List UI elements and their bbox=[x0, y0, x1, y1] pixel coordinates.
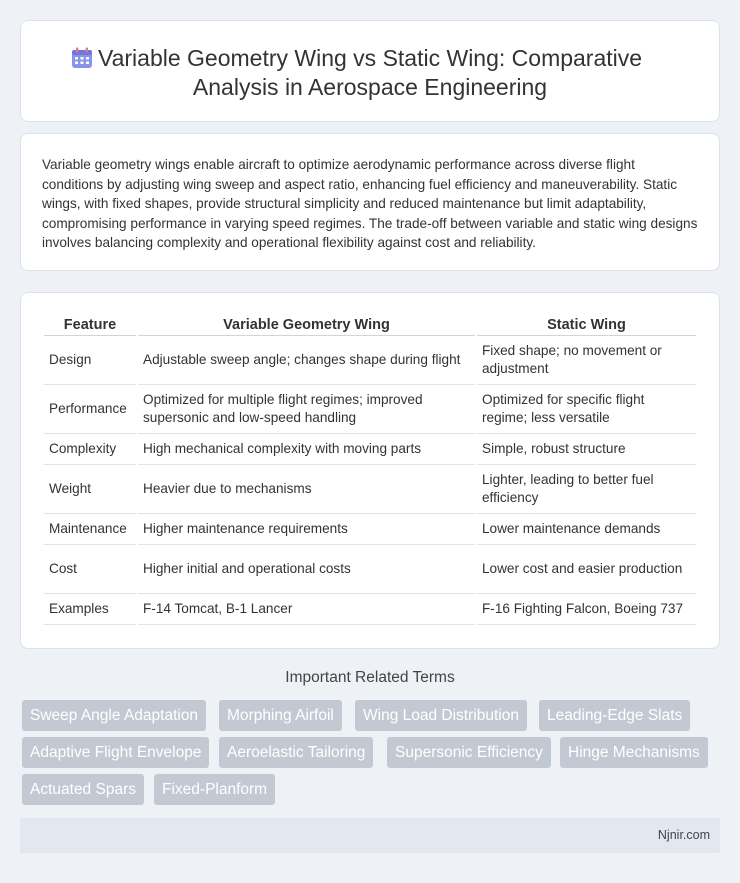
variable-cell: Higher maintenance requirements bbox=[138, 514, 475, 545]
footer-brand[interactable]: Njnir.com bbox=[657, 828, 710, 842]
related-term-tag[interactable]: Fixed-Planform bbox=[154, 774, 275, 805]
static-cell: Lower cost and easier production bbox=[477, 545, 696, 594]
header-static-wing: Static Wing bbox=[477, 314, 696, 336]
footer-bar bbox=[20, 818, 720, 853]
related-term-tag[interactable]: Adaptive Flight Envelope bbox=[22, 737, 209, 768]
feature-cell: Maintenance bbox=[44, 514, 136, 545]
variable-cell: F-14 Tomcat, B-1 Lancer bbox=[138, 594, 475, 625]
comparison-table-card bbox=[20, 292, 720, 649]
related-term-tag[interactable]: Aeroelastic Tailoring bbox=[219, 737, 373, 768]
table-row bbox=[44, 514, 696, 545]
header-variable-geometry: Variable Geometry Wing bbox=[138, 314, 475, 336]
table-row bbox=[44, 594, 696, 625]
related-term-tag[interactable]: Actuated Spars bbox=[22, 774, 144, 805]
table-row bbox=[44, 545, 696, 594]
table-row bbox=[44, 385, 696, 434]
static-cell: F-16 Fighting Falcon, Boeing 737 bbox=[477, 594, 696, 625]
static-cell: Lighter, leading to better fuel efficiency bbox=[477, 465, 696, 514]
feature-cell: Performance bbox=[44, 385, 136, 434]
related-term-tag[interactable]: Leading-Edge Slats bbox=[539, 700, 690, 731]
feature-cell: Complexity bbox=[44, 434, 136, 465]
table-row bbox=[44, 336, 696, 385]
variable-cell: Adjustable sweep angle; changes shape during flight bbox=[138, 336, 475, 385]
static-cell: Optimized for specific flight regime; less versatile bbox=[477, 385, 696, 434]
variable-cell: Optimized for multiple flight regimes; improved supersonic and low-speed handling bbox=[138, 385, 475, 434]
table-header-row bbox=[44, 314, 696, 336]
static-cell: Fixed shape; no movement or adjustment bbox=[477, 336, 696, 385]
related-term-tag[interactable]: Sweep Angle Adaptation bbox=[22, 700, 206, 731]
header-feature: Feature bbox=[44, 314, 136, 336]
feature-cell: Weight bbox=[44, 465, 136, 514]
feature-cell: Cost bbox=[44, 545, 136, 594]
title-card bbox=[20, 20, 720, 122]
related-term-tag[interactable]: Hinge Mechanisms bbox=[560, 737, 708, 768]
related-term-tag[interactable]: Wing Load Distribution bbox=[355, 700, 527, 731]
summary-text: Variable geometry wings enable aircraft to optimize aerodynamic performance across diverse flight conditions by adjusting wing sweep and aspect ratio, enhancing fuel efficiency and maneuverability. Static wings, with fixed shapes, provide structural simplicity and reduced maintenance but limit adaptability, compromising performance in varying speed regimes. The trade-off between variable and static wing designs involves balancing complexity and operational flexibility against cost and reliability. bbox=[42, 157, 698, 251]
feature-cell: Examples bbox=[44, 594, 136, 625]
variable-cell: High mechanical complexity with moving parts bbox=[138, 434, 475, 465]
variable-cell: Heavier due to mechanisms bbox=[138, 465, 475, 514]
table-row bbox=[44, 434, 696, 465]
static-cell: Simple, robust structure bbox=[477, 434, 696, 465]
feature-cell: Design bbox=[44, 336, 136, 385]
static-cell: Lower maintenance demands bbox=[477, 514, 696, 545]
summary-card bbox=[20, 133, 720, 271]
related-term-tag[interactable]: Morphing Airfoil bbox=[219, 700, 342, 731]
table-row bbox=[44, 465, 696, 514]
related-terms-heading: Important Related Terms bbox=[285, 669, 455, 686]
comparison-table bbox=[42, 314, 698, 625]
related-term-tag[interactable]: Supersonic Efficiency bbox=[387, 737, 551, 768]
variable-cell: Higher initial and operational costs bbox=[138, 545, 475, 594]
page-title: Variable Geometry Wing vs Static Wing: Comparative Analysis in Aerospace Engineering bbox=[97, 45, 643, 100]
